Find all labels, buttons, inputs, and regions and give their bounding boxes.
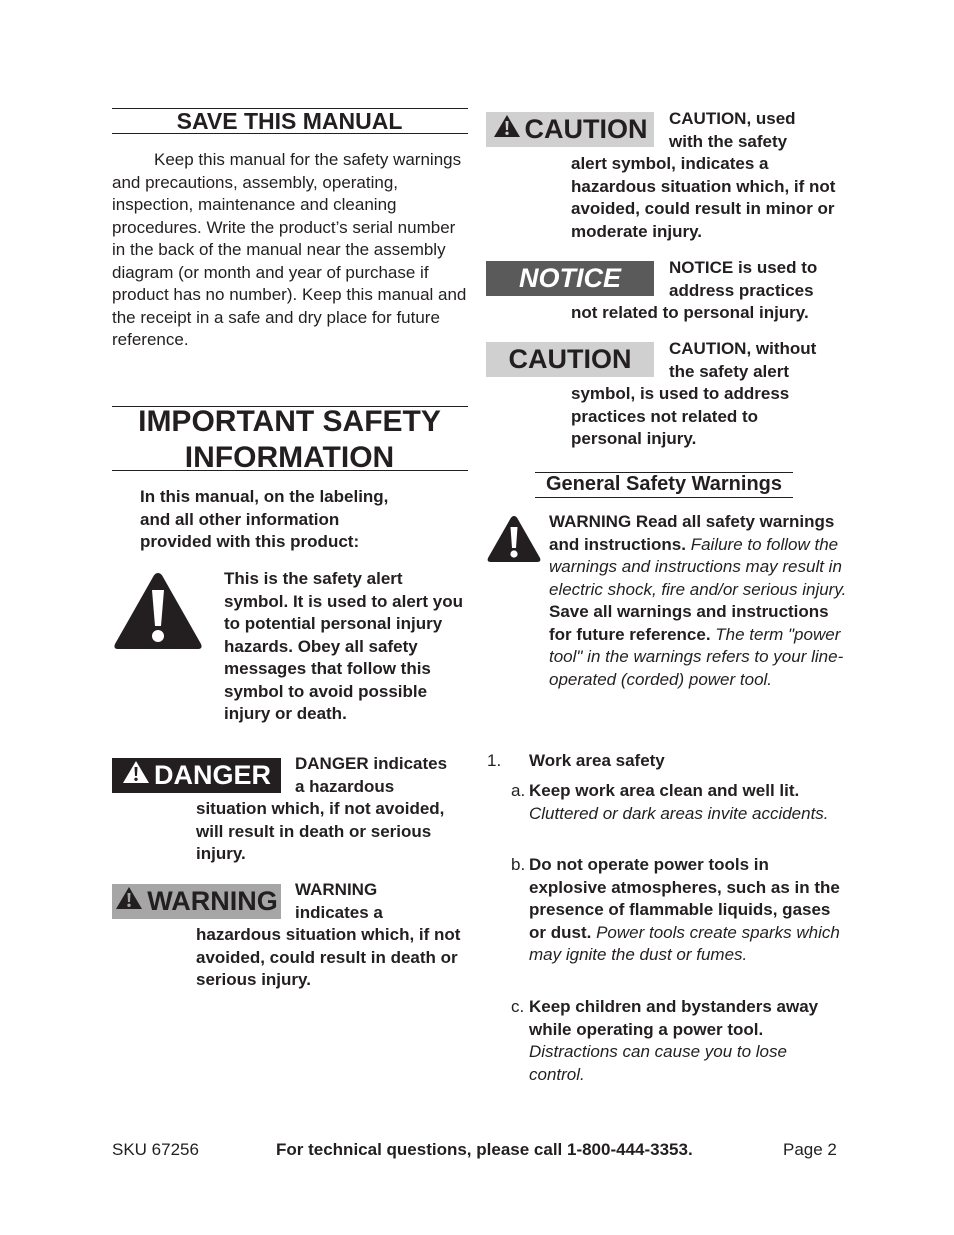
intro-line-2: and all other information [140, 509, 340, 529]
warning-desc-lead [295, 879, 383, 924]
caution-label: CAUTION [524, 114, 648, 144]
danger-label: DANGER [153, 760, 271, 790]
item-b-letter: b. [511, 855, 526, 874]
warning-desc-line-1: WARNING [295, 880, 378, 899]
caution-nosymbol-desc-line-2: the safety alert [669, 361, 789, 381]
notice-desc-line-2: address practices [669, 280, 814, 300]
item-a-letter: a. [511, 781, 526, 800]
item-a-italic: Cluttered or dark areas invite accidents. [529, 803, 829, 823]
notice-desc-lead [669, 257, 817, 302]
item-b-italic: Power tools create sparks which may ignite the dust or fumes. [529, 922, 840, 964]
intro-line-3: provided with this product: [140, 532, 360, 551]
notice-desc-rest: not related to personal injury. [571, 303, 809, 322]
caution-desc-rest: alert symbol, indicates a hazardous situation which, if not avoided, could result in minor or moderate injury. [571, 154, 836, 241]
warning-desc-line-2: indicates a [295, 902, 383, 922]
notice-desc-line-1: NOTICE is used to [669, 258, 818, 277]
general-safety-warnings-heading: General Safety Warnings [546, 473, 782, 495]
gsw-power-tool-term: The term "power tool" in the warnings refers to your line-operated (corded) power tool. [549, 624, 844, 689]
notice-signal-badge [486, 261, 654, 296]
intro-paragraph [140, 486, 430, 554]
footer-phone: For technical questions, please call 1-800-444-3353. [276, 1140, 693, 1159]
warning-alert-icon [115, 886, 143, 917]
caution-desc-line-1: CAUTION, used [669, 109, 796, 128]
save-manual-text: Keep this manual for the safety warnings and precautions, assembly, operating, inspection, maintenance and cleaning procedures. Write the product’s serial number in the back of the manual near the assembly diagram (or month and year of purchase if product has no number). Keep this manual and the receipt in a safe and dry place for future reference. [112, 150, 467, 349]
item-b-bold: Do not operate power tools in explosive atmospheres, such as in the presence of flammable liquids, gases or dust. [529, 855, 840, 942]
caution-alert-icon [493, 114, 521, 145]
item-b-text [529, 854, 845, 967]
caution-nosymbol-desc-line-1: CAUTION, without [669, 339, 817, 358]
warning-desc-rest: hazardous situation which, if not avoided, could result in death or serious injury. [196, 925, 461, 989]
gsw-bottom-rule [535, 497, 793, 498]
danger-desc-rest: situation which, if not avoided, will result in death or serious injury. [196, 799, 445, 863]
isi-title-bottom-rule [112, 470, 468, 471]
caution-nosymbol-desc-rest: symbol, is used to address practices not related to personal injury. [571, 384, 790, 448]
item-a-text [529, 780, 845, 825]
notice-label: NOTICE [518, 263, 621, 293]
save-title-bottom-rule [112, 133, 468, 134]
gsw-save-warnings: Save all warnings and instructions for future reference. [549, 602, 829, 644]
caution-nosymbol-label: CAUTION [508, 344, 632, 374]
isi-title-line-1: IMPORTANT SAFETY [138, 405, 441, 438]
safety-alert-description: This is the safety alert symbol. It is used to alert you to potential personal injury hazards. Obey all safety messages that follow this symbol to avoid possible injury or death. [224, 569, 463, 723]
footer-sku: SKU 67256 [112, 1140, 199, 1159]
important-safety-heading [112, 404, 467, 476]
gsw-failure-text: Failure to follow the warnings and instructions may result in electric shock, fire and/or serious injury. [549, 534, 847, 599]
item-c-text [529, 996, 845, 1086]
intro-line-1: In this manual, on the labeling, [140, 487, 389, 506]
danger-desc-lead [295, 753, 447, 798]
gsw-read-warnings: WARNING Read all safety warnings and instructions. [549, 512, 835, 554]
danger-desc-line-1: DANGER indicates [295, 754, 448, 773]
caution-nosymbol-signal-badge [486, 342, 654, 377]
item-c-italic: Distractions can cause you to lose control. [529, 1042, 787, 1084]
caution-desc-line-2: with the safety [669, 131, 788, 151]
general-warning-text [549, 511, 849, 691]
danger-alert-icon [122, 760, 150, 791]
caution-symbol-signal-badge [486, 112, 654, 147]
safety-alert-triangle-icon [112, 570, 204, 657]
item-a-bold: Keep work area clean and well lit. [529, 781, 800, 800]
warning-label: WARNING [147, 886, 278, 916]
item-1-number: 1. [487, 751, 502, 770]
footer-page-number: Page 2 [783, 1140, 837, 1159]
save-manual-heading: SAVE THIS MANUAL [176, 108, 403, 134]
warning-signal-badge [112, 884, 281, 919]
isi-title-line-2: INFORMATION [184, 441, 395, 474]
general-warning-triangle-icon [486, 514, 542, 569]
save-manual-body [112, 149, 468, 352]
item-c-letter: c. [511, 997, 525, 1016]
item-c-bold: Keep children and bystanders away while operating a power tool. [529, 997, 819, 1039]
danger-desc-line-2: a hazardous [295, 776, 395, 796]
caution-nosymbol-desc-lead [669, 338, 816, 383]
danger-signal-badge [112, 758, 281, 793]
item-1-label: Work area safety [529, 751, 665, 770]
caution-desc-lead [669, 108, 796, 153]
